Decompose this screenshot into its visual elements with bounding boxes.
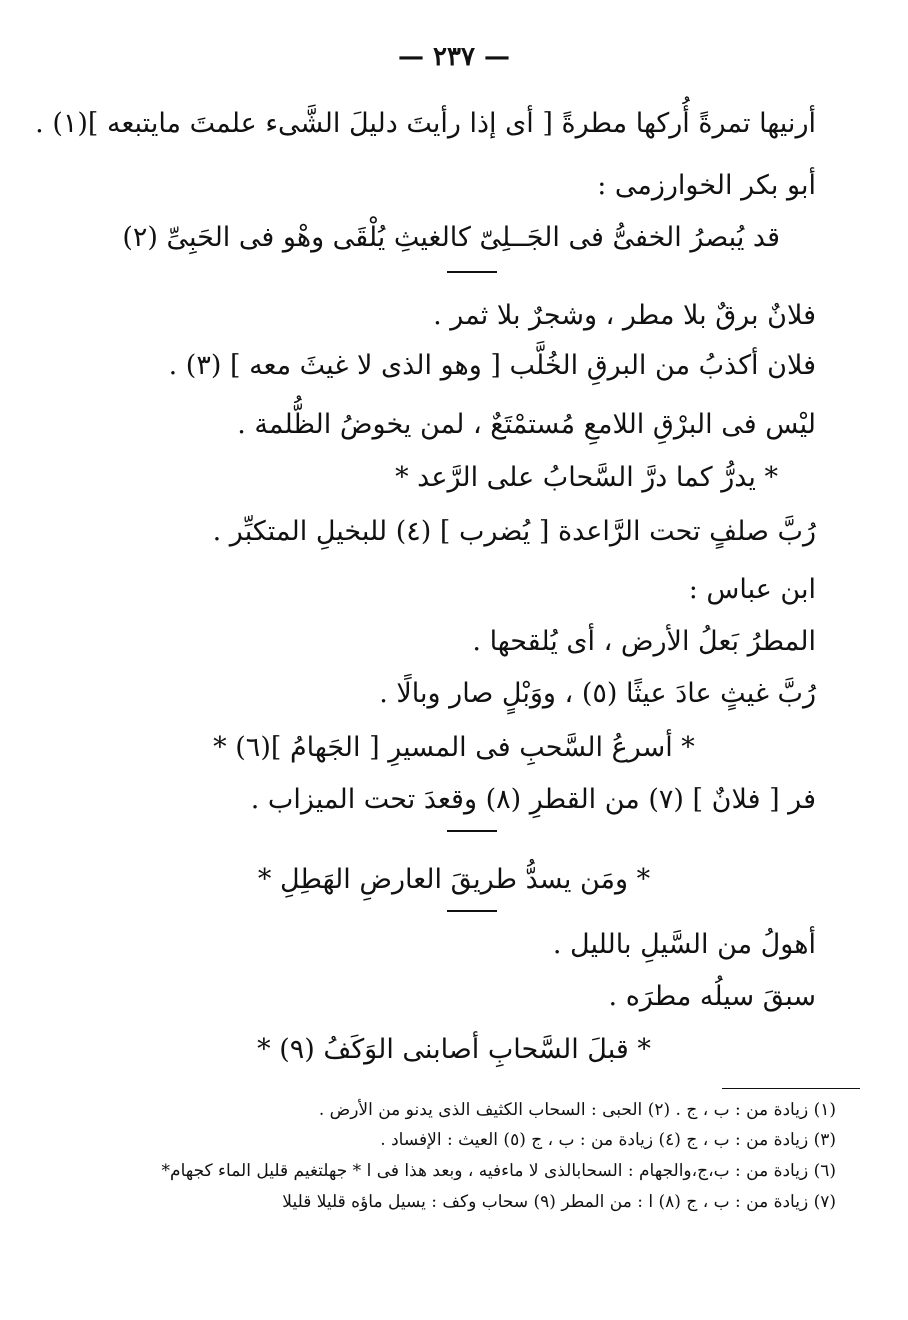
verse-line-12: * أسرعُ السَّحبِ فى المسيرِ [ الجَهامُ ](٦) * xyxy=(213,732,695,763)
text-line-5: فلان أكذبُ من البرقِ الخُلَّب [ وهو الذى لا غيثَ معه ] (٣) . xyxy=(168,350,816,381)
text-line-7: * يدرُّ كما درَّ السَّحابُ على الرَّعد * xyxy=(395,462,778,493)
verse-line-3: قد يُبصرُ الخفىُّ فى الجَــلِىّ كالغيثِ يُلْقَى وهْو فى الحَبِىِّ (٢) xyxy=(122,222,780,253)
footnote-3: (٦) زيادة من : ب،ج،والجهام : السحابالذى لا ماءفيه ، وبعد هذا فى ا * جهلتغيم قليل الماء كجهام* xyxy=(161,1161,836,1181)
footnote-2: (٣) زيادة من : ب ، ج (٤) زيادة من : ب ، ج (٥) العيث : الإفساد . xyxy=(380,1130,836,1150)
verse-line-17: * قبلَ السَّحابِ أصابنى الوَكَفُ (٩) * xyxy=(257,1034,651,1065)
text-line-8: رُبَّ صلفٍ تحت الرَّاعدة [ يُضرب ] (٤) للبخيلِ المتكبِّر . xyxy=(212,516,816,547)
text-line-11: رُبَّ غيثٍ عادَ عيثًا (٥) ، ووَبْلٍ صار وبالًا . xyxy=(379,678,816,709)
text-line-2: أبو بكر الخوارزمى : xyxy=(597,170,816,201)
text-line-4: فلانٌ برقٌ بلا مطر ، وشجرٌ بلا ثمر . xyxy=(433,300,816,331)
text-line-13: فر [ فلانٌ ] (٧) من القطرِ (٨) وقعدَ تحت الميزاب . xyxy=(250,784,816,815)
text-line-16: سبقَ سيلُه مطرَه . xyxy=(608,981,816,1012)
text-line-6: ليْس فى البرْقِ اللامعِ مُستمْتَعٌ ، لمن يخوضُ الظُّلمة . xyxy=(237,409,816,440)
separator-3 xyxy=(447,910,497,912)
separator-1 xyxy=(447,271,497,273)
text-line-15: أهولُ من السَّيلِ بالليل . xyxy=(552,929,816,960)
text-line-10: المطرُ بَعلُ الأرض ، أى يُلقحها . xyxy=(472,626,816,657)
verse-line-14: * ومَن يسدُّ طريقَ العارضِ الهَطِلِ * xyxy=(257,864,651,895)
text-line-1: أرنيها تمرةً أُركها مطرةً [ أى إذا رأيتَ دليلَ الشَّىء علمتَ مايتبعه ](١) . xyxy=(35,108,816,139)
footnote-1: (١) زيادة من : ب ، ج . (٢) الحبى : السحاب الكثيف الذى يدنو من الأرض . xyxy=(318,1100,836,1120)
footnote-4: (٧) زيادة من : ب ، ج (٨) ا : من المطر (٩) سحاب وكف : يسيل ماؤه قليلا قليلا xyxy=(282,1192,836,1212)
separator-2 xyxy=(447,830,497,832)
text-line-9: ابن عباس : xyxy=(688,574,816,605)
page-number: — ٢٣٧ — xyxy=(397,42,511,72)
footnote-rule xyxy=(722,1088,860,1089)
